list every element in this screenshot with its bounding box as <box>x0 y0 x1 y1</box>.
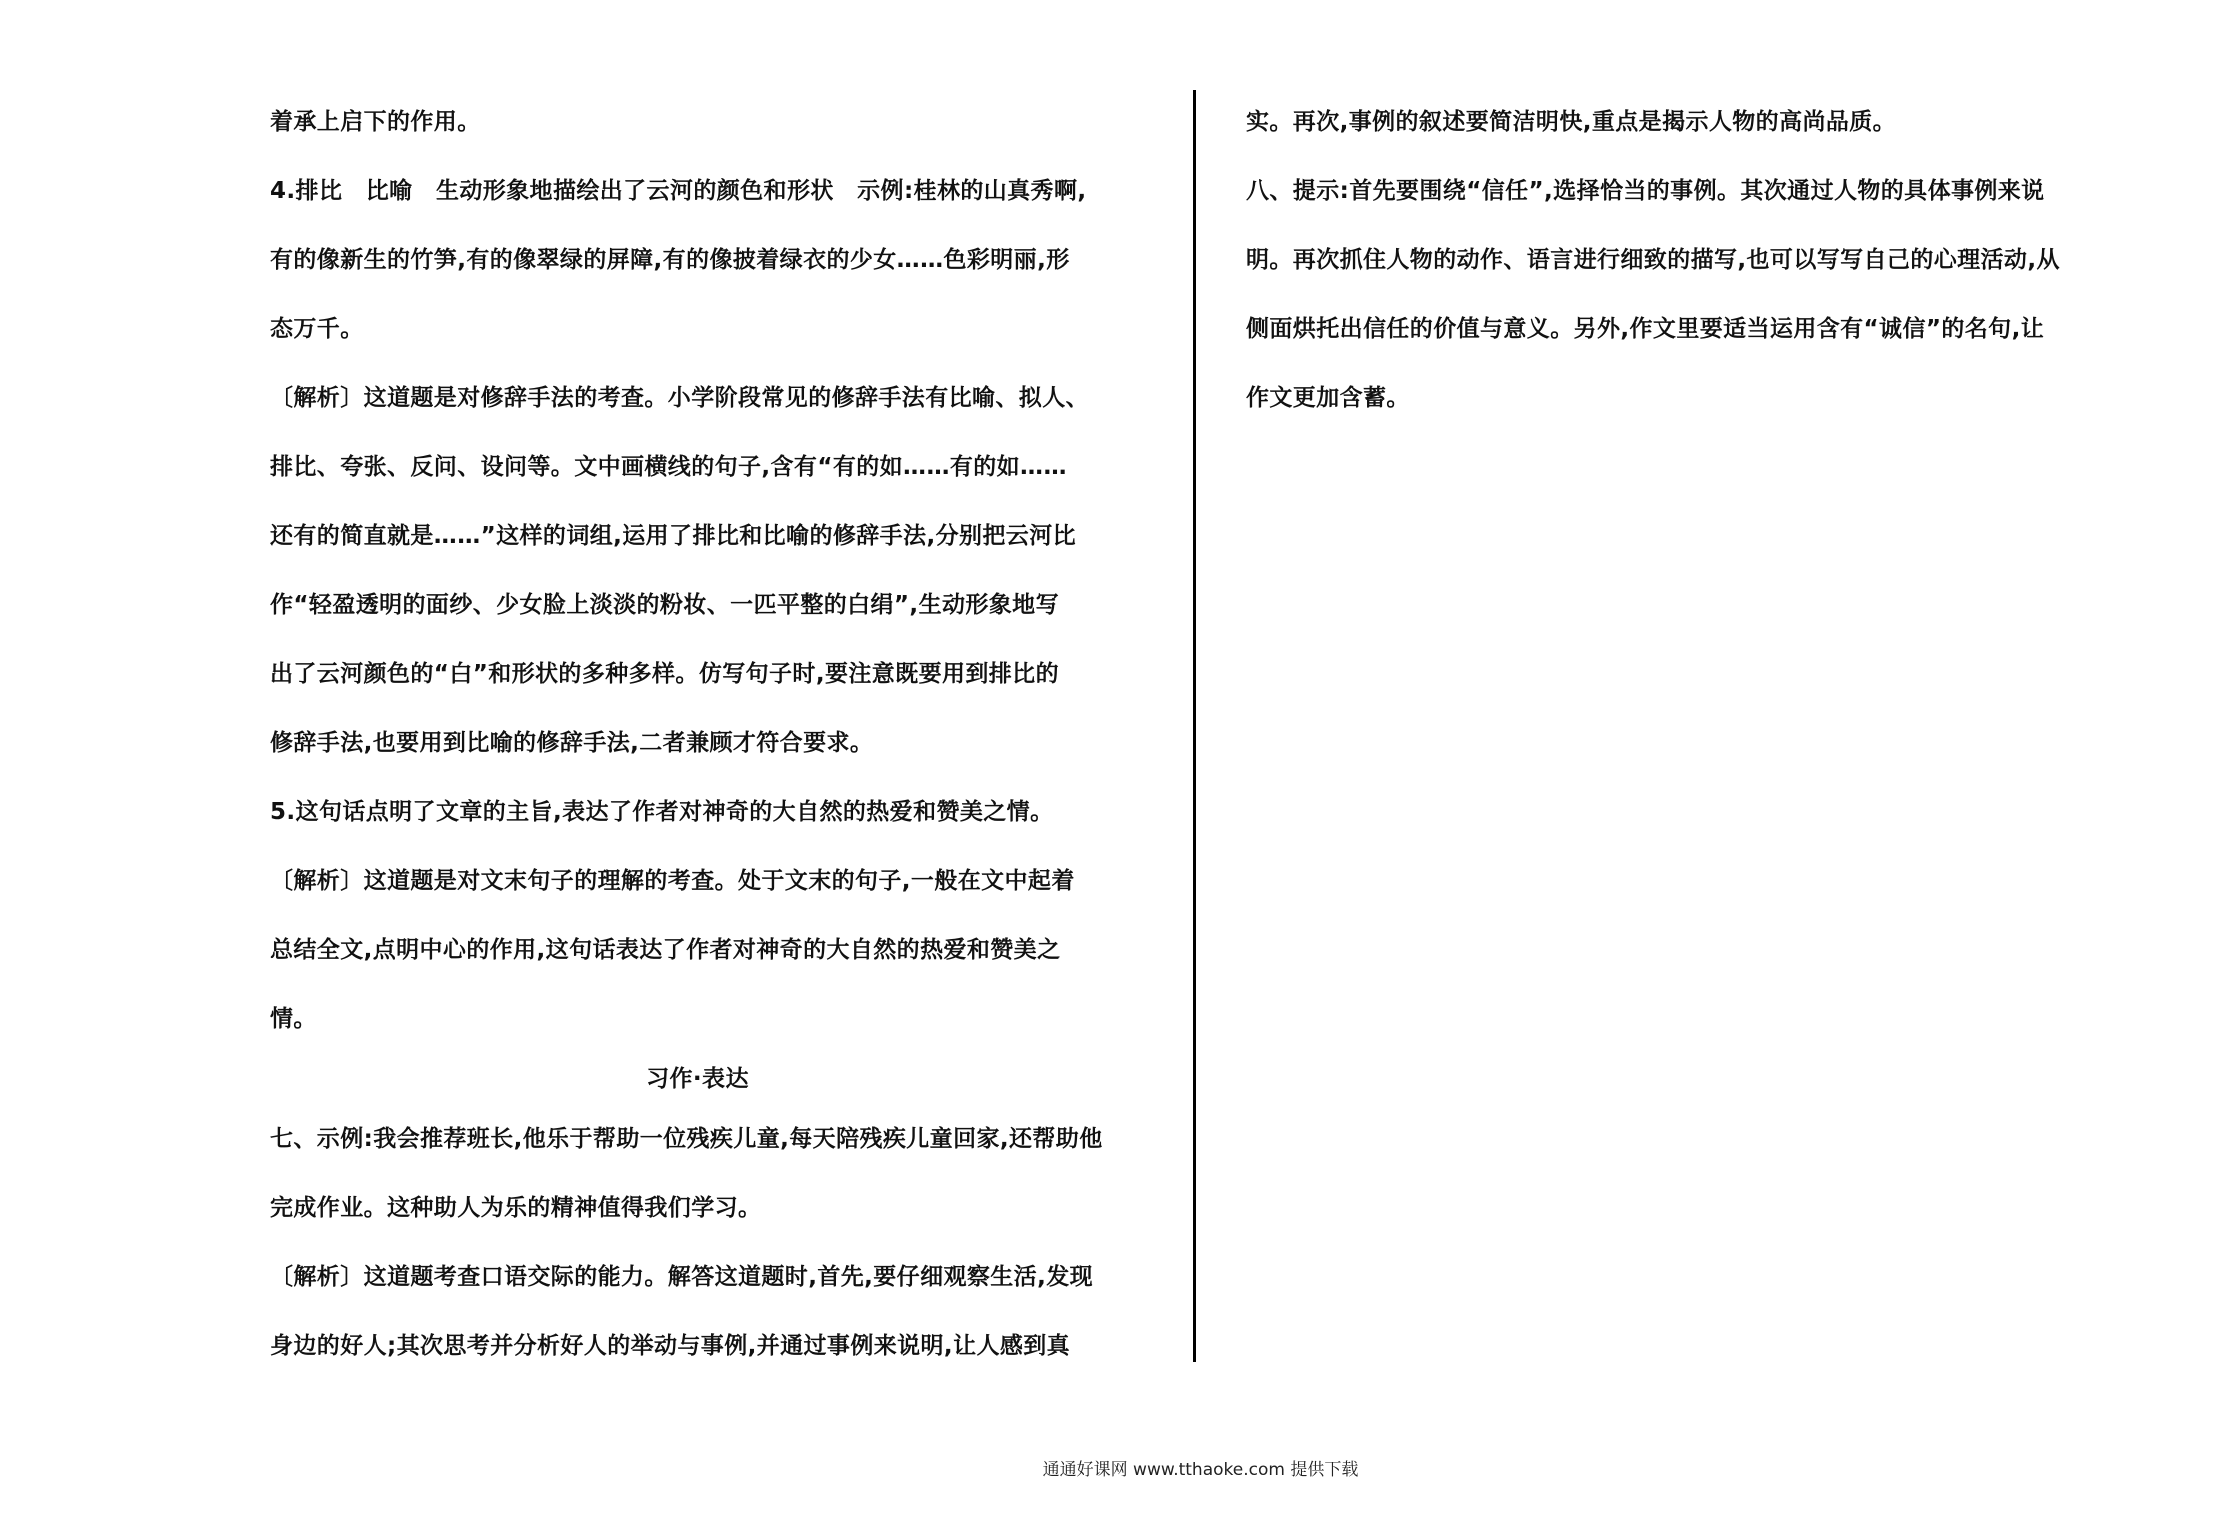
text-line: 身边的好人;其次思考并分析好人的举动与事例,并通过事例来说明,让人感到真 <box>270 1333 1071 1359</box>
text-line: 出了云河颜色的“白”和形状的多种多样。仿写句子时,要注意既要用到排比的 <box>270 661 1059 687</box>
section-heading: 习作·表达 <box>646 1066 749 1092</box>
text-line: 完成作业。这种助人为乐的精神值得我们学习。 <box>270 1195 762 1221</box>
text-line: 还有的简直就是……”这样的词组,运用了排比和比喻的修辞手法,分别把云河比 <box>270 523 1076 549</box>
page-footer: 通通好课网 www.tthaoke.com 提供下载 <box>1042 1460 1359 1480</box>
left-column <box>270 88 1145 1381</box>
text-line: 总结全文,点明中心的作用,这句话表达了作者对神奇的大自然的热爱和赞美之 <box>270 937 1061 963</box>
text-line: 着承上启下的作用。 <box>270 109 481 135</box>
text-line: 作“轻盈透明的面纱、少女脸上淡淡的粉妆、一匹平整的白绢”,生动形象地写 <box>270 592 1059 618</box>
text-line: 态万千。 <box>270 316 364 342</box>
text-line: 〔解析〕这道题考查口语交际的能力。解答这道题时,首先,要仔细观察生活,发现 <box>270 1264 1094 1290</box>
text-line: 排比、夸张、反问、设问等。文中画横线的句子,含有“有的如……有的如…… <box>270 454 1067 480</box>
text-line: 〔解析〕这道题是对修辞手法的考查。小学阶段常见的修辞手法有比喻、拟人、 <box>270 385 1089 411</box>
text-line: 有的像新生的竹笋,有的像翠绿的屏障,有的像披着绿衣的少女……色彩明丽,形 <box>270 247 1070 273</box>
text-line: 侧面烘托出信任的价值与意义。另外,作文里要适当运用含有“诚信”的名句,让 <box>1246 316 2045 342</box>
text-line: 情。 <box>270 1006 317 1032</box>
text-line: 〔解析〕这道题是对文末句子的理解的考查。处于文末的句子,一般在文中起着 <box>270 868 1075 894</box>
text-line: 4.排比 比喻 生动形象地描绘出了云河的颜色和形状 示例:桂林的山真秀啊, <box>270 178 1087 204</box>
text-line: 八、提示:首先要围绕“信任”,选择恰当的事例。其次通过人物的具体事例来说 <box>1246 178 2045 204</box>
right-column <box>1246 88 2121 433</box>
column-divider <box>1193 90 1196 1362</box>
text-line: 明。再次抓住人物的动作、语言进行细致的描写,也可以写写自己的心理活动,从 <box>1246 247 2060 273</box>
text-line: 修辞手法,也要用到比喻的修辞手法,二者兼顾才符合要求。 <box>270 730 874 756</box>
text-line: 5.这句话点明了文章的主旨,表达了作者对神奇的大自然的热爱和赞美之情。 <box>270 799 1054 825</box>
text-line: 实。再次,事例的叙述要简洁明快,重点是揭示人物的高尚品质。 <box>1246 109 1897 135</box>
text-line: 作文更加含蓄。 <box>1246 385 1410 411</box>
text-line: 七、示例:我会推荐班长,他乐于帮助一位残疾儿童,每天陪残疾儿童回家,还帮助他 <box>270 1126 1103 1152</box>
